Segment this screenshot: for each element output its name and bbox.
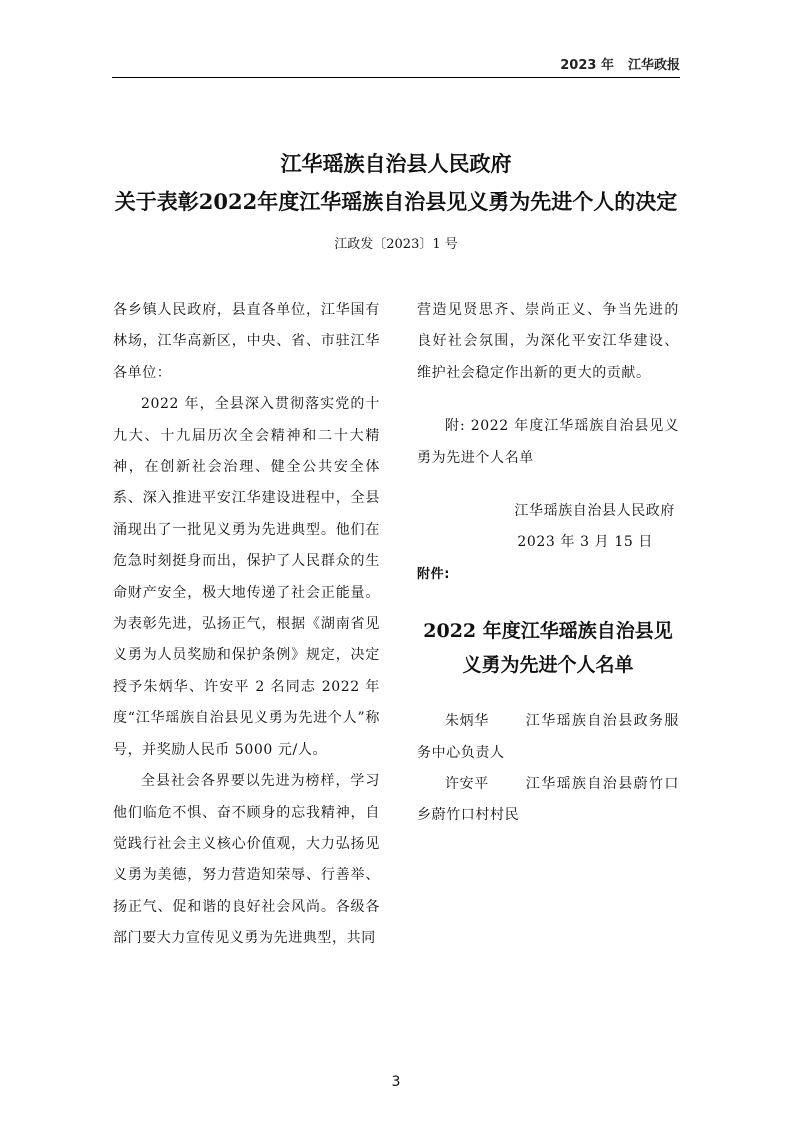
header-year: 2023 年 (560, 58, 614, 73)
right-column (417, 295, 679, 832)
paragraph-2-part1: 全县社会各界要以先进为榜样，学习他们临危不惧、奋不顾身的忘我精神，自觉践行社会主义核心价值观，大力弘扬见义勇为美德，努力营造知荣辱、行善举、扬正气、促和谐的良好社会风尚。各级各部门要大力宣传见义勇为先进典型，共同 (113, 773, 380, 947)
signature-org: 江华瑶族自治县人民政府 (514, 503, 675, 520)
left-column (113, 295, 380, 955)
paragraph-1: 2022 年，全县深入贯彻落实党的十九大、十九届历次全会精神和二十大精神，在创新社会治理、健全公共安全体系、深入推进平安江华建设进程中，全县涌现出了一批见义勇为先进典型。他们在危急时刻挺身而出，保护了人民群众的生命财产安全，极大地传递了社会正能量。为表彰先进，弘扬正气，根据《湖南省见义勇为人员奖励和保护条例》规定，决定授予朱炳华、许安平 2 名同志 2022 年度“江华瑶族自治县见义勇为先进个人”称号，并奖励人民币 5000 元/人。 (113, 396, 380, 758)
attachment-label: 附件: (417, 566, 450, 582)
page-number: 3 (391, 1074, 401, 1090)
header-rule (112, 77, 680, 78)
honoree-description: 江华瑶族自治县蔚竹口乡蔚竹口村村民 (417, 776, 679, 824)
document-title-line2: 关于表彰2022年度江华瑶族自治县见义勇为先进个人的决定 (114, 189, 678, 214)
honoree-row (417, 706, 679, 769)
header-publication: 江华政报 (627, 58, 680, 73)
document-title-line1: 江华瑶族自治县人民政府 (280, 151, 512, 176)
honoree-row (417, 769, 679, 832)
page-header (112, 54, 680, 78)
honoree-description: 江华瑶族自治县政务服务中心负责人 (417, 713, 679, 761)
attachment-note: 附: 2022 年度江华瑶族自治县见义勇为先进个人名单 (417, 418, 679, 466)
paragraph-2-part2: 营造见贤思齐、崇尚正义、争当先进的良好社会氛围，为深化平安江华建设、维护社会稳定作出新的更大的贡献。 (417, 302, 679, 381)
document-number: 江政发〔2023〕1 号 (334, 237, 458, 252)
honoree-name: 朱炳华 (445, 713, 489, 730)
attachment-title: 2022 年度江华瑶族自治县见义勇为先进个人名单 (423, 620, 673, 677)
honoree-name: 许安平 (445, 776, 489, 793)
signature-date: 2023 年 3 月 15 日 (517, 534, 653, 551)
salutation: 各乡镇人民政府，县直各单位，江华国有林场，江华高新区，中央、省、市驻江华各单位： (113, 302, 380, 381)
